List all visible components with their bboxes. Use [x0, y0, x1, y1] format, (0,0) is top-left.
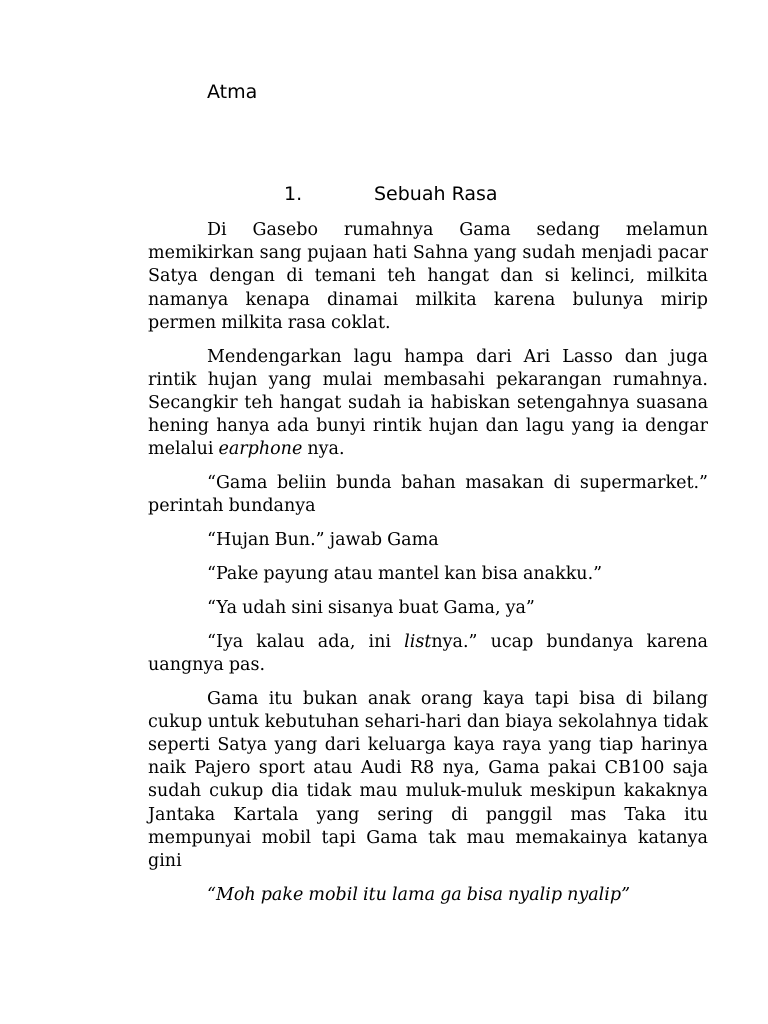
paragraph-7-text: “Iya kalau ada, ini	[207, 631, 405, 652]
book-title: Atma	[207, 81, 258, 103]
paragraph-6: “Ya udah sini sisanya buat Gama, ya”	[207, 597, 535, 618]
paragraph-2	[148, 346, 708, 462]
chapter-title: Sebuah Rasa	[374, 183, 498, 205]
chapter-heading	[284, 182, 498, 206]
paragraph-4: “Hujan Bun.” jawab Gama	[207, 530, 439, 551]
chapter-body	[148, 219, 708, 918]
paragraph-9	[148, 884, 708, 907]
paragraph-2-text: Mendengarkan lagu hampa dari Ari Lasso dan juga rintik hujan yang mulai membasahi pekarangan rumahnya. Secangkir teh hangat sudah ia habiskan setengahnya suasana hening hanya ada bunyi rintik hujan dan lagu yang ia dengar melalui	[148, 346, 708, 460]
paragraph-7	[148, 631, 708, 677]
paragraph-3: “Gama beliin bunda bahan masakan di supermarket.” perintah bundanya	[148, 473, 708, 517]
paragraph-5: “Pake payung atau mantel kan bisa anakku.”	[207, 564, 603, 585]
paragraph-1: Di Gasebo rumahnya Gama sedang melamun memikirkan sang pujaan hati Sahna yang sudah menjadi pacar Satya dengan di temani teh hangat dan si kelinci, milkita namanya kenapa dinamai milkita karena bulunya mirip permen milkita rasa coklat.	[148, 220, 708, 333]
paragraph-2-text-end: nya.	[302, 439, 345, 460]
paragraph-8: Gama itu bukan anak orang kaya tapi bisa di bilang cukup untuk kebutuhan sehari-hari dan biaya sekolahnya tidak seperti Satya yang dari keluarga kaya raya yang tiap harinya naik Pajero sport atau Audi R8 nya, Gama pakai CB100 saja sudah cukup dia tidak mau muluk-muluk meskipun kakaknya Jantaka Kartala yang sering di panggil mas Taka itu mempunyai mobil tapi Gama tak mau memakainya katanya gini	[148, 688, 708, 872]
paragraph-7-text-end: nya.” ucap bundanya karena uangnya pas.	[148, 631, 708, 675]
chapter-number: 1.	[284, 183, 303, 205]
paragraph-9-italic-quote: “Moh pake mobil itu lama ga bisa nyalip nyalip”	[207, 884, 631, 905]
paragraph-2-italic-word: earphone	[218, 439, 303, 460]
paragraph-7-italic-word: list	[404, 631, 432, 652]
